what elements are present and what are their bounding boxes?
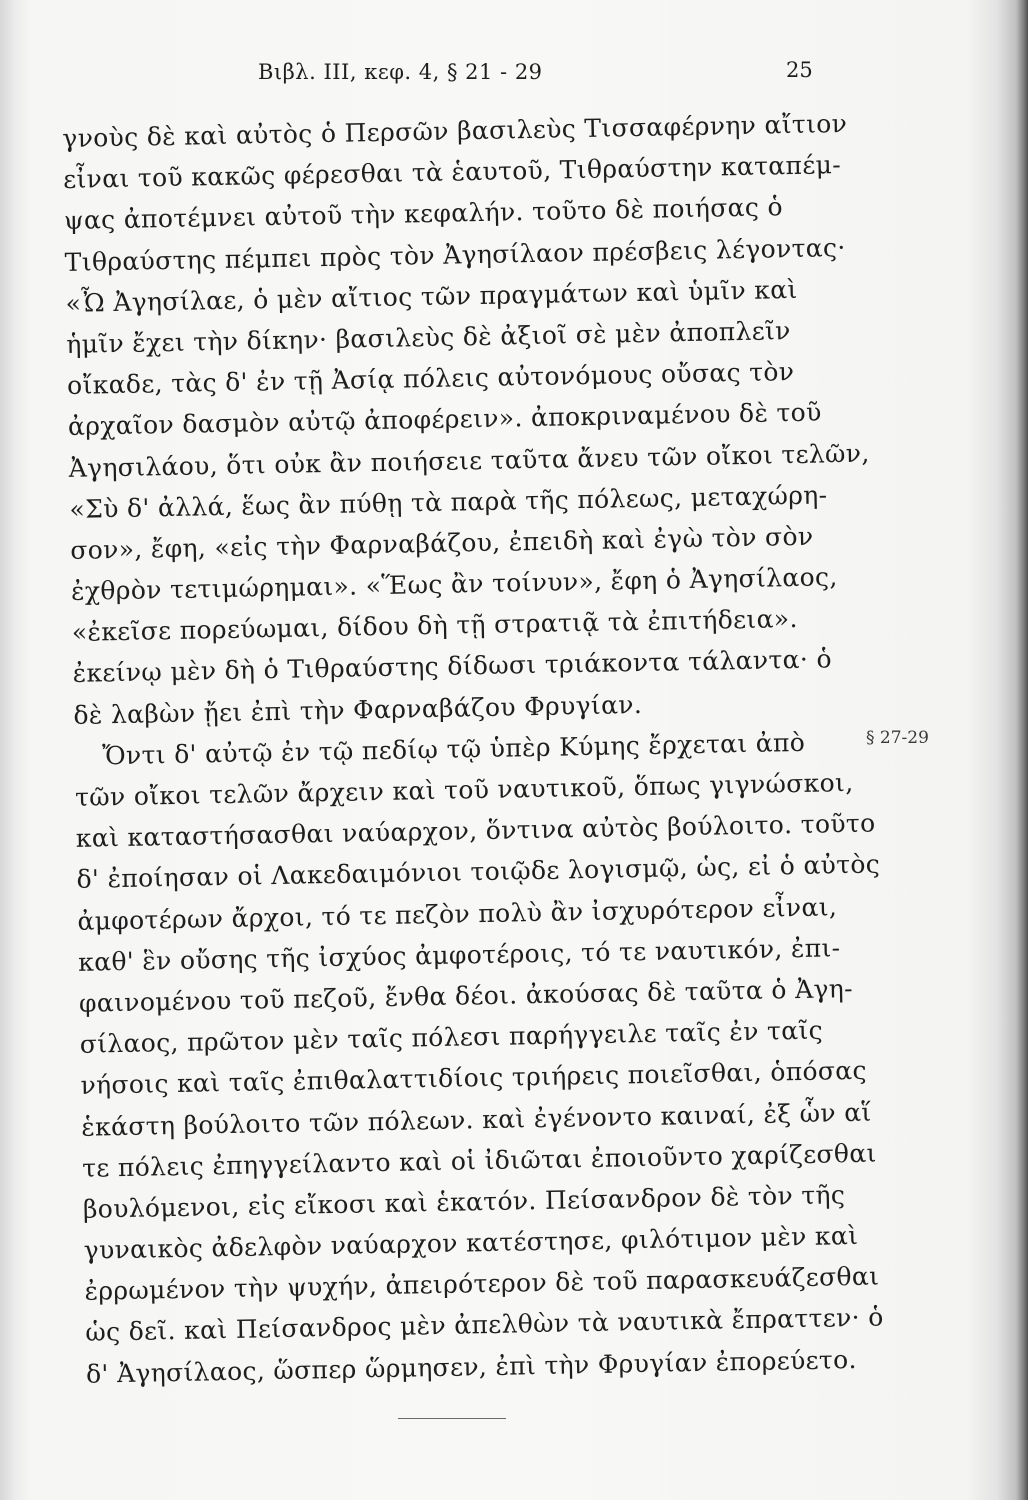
text-line: δὲ λαβὼν ᾔει ἐπὶ τὴν Φαρναβάζου Φρυγίαν. bbox=[73, 689, 643, 730]
text-line: Ὄντι δ' αὐτῷ ἐν τῷ πεδίῳ τῷ ὑπὲρ Κύμης ἔρχεται ἀπὸ bbox=[101, 727, 806, 771]
margin-section-reference: § 27-29 bbox=[866, 728, 929, 748]
text-line: καὶ καταστήσασθαι ναύαρχον, ὅντινα αὐτὸς βούλοιτο. τοῦτο bbox=[75, 808, 876, 854]
text-line: ἐκείνῳ μὲν δὴ ὁ Τιθραύστης δίδωσι τριάκοντα τάλαντα· ὁ bbox=[72, 644, 833, 689]
text-line: τε πόλεις ἐπηγγείλαντο καὶ οἱ ἰδιῶται ἐποιοῦντο χαρίζεσθαι bbox=[81, 1138, 877, 1183]
body-text bbox=[62, 103, 886, 1395]
text-line: ἀμφοτέρων ἄρχοι, τό τε πεζὸν πολὺ ἂν ἰσχυρότερον εἶναι, bbox=[77, 891, 838, 936]
page-edge-shadow bbox=[1016, 0, 1028, 1500]
text-line: σίλαος, πρῶτον μὲν ταῖς πόλεσι παρήγγειλε ταῖς ἐν ταῖς bbox=[79, 1015, 824, 1059]
text-line: νήσοις καὶ ταῖς ἐπιθαλαττιδίοις τριήρεις ποιεῖσθαι, ὁπόσας bbox=[80, 1056, 868, 1101]
text-line: σον», ἔφη, «εἰς τὴν Φαρναβάζου, ἐπειδὴ καὶ ἐγὼ τὸν σὸν bbox=[70, 521, 814, 565]
text-line: φαινομένου τοῦ πεζοῦ, ἔνθα δέοι. ἀκούσας δὲ ταῦτα ὁ Ἀγη- bbox=[78, 973, 854, 1018]
header-reference: Βιβλ. III, κεφ. 4, § 21 - 29 bbox=[258, 60, 543, 84]
text-line: Ἀγησιλάου, ὅτι οὐκ ἂν ποιήσειε ταῦτα ἄνευ τῶν οἴκοι τελῶν, bbox=[68, 438, 870, 483]
text-line: οἴκαδε, τὰς δ' ἐν τῇ Ἀσίᾳ πόλεις αὐτονόμους οὔσας τὸν bbox=[66, 357, 795, 401]
text-line: γυναικὸς ἀδελφὸν ναύαρχον κατέστησε, φιλότιμον μὲν καὶ bbox=[83, 1220, 859, 1265]
text-line: ἐρρωμένον τὴν ψυχήν, ἀπειρότερον δὲ τοῦ παρασκευάζεσθαι bbox=[84, 1261, 880, 1307]
text-line: γνοὺς δὲ καὶ αὐτὸς ὁ Περσῶν βασιλεὺς Τισσαφέρνην αἴτιον bbox=[62, 108, 848, 153]
text-line: ἀρχαῖον δασμὸν αὐτῷ ἀποφέρειν». ἀποκριναμένου δὲ τοῦ bbox=[67, 397, 822, 442]
text-line: καθ' ἓν οὔσης τῆς ἰσχύος ἀμφοτέροις, τό τε ναυτικόν, ἐπι- bbox=[77, 932, 841, 977]
text-line: ψας ἀποτέμνει αὐτοῦ τὴν κεφαλήν. τοῦτο δὲ ποιήσας ὁ bbox=[63, 192, 784, 236]
text-line: «Σὺ δ' ἀλλά, ἕως ἂν πύθῃ τὰ παρὰ τῆς πόλεως, μεταχώρη- bbox=[69, 480, 828, 524]
text-line: «ἐκεῖσε πορεύωμαι, δίδου δὴ τῇ στρατιᾷ τὰ ἐπιτήδεια». bbox=[71, 604, 798, 648]
footer-rule bbox=[398, 1418, 506, 1419]
text-line: ἡμῖν ἔχει τὴν δίκην· βασιλεὺς δὲ ἀξιοῖ σὲ μὲν ἀποπλεῖν bbox=[66, 315, 791, 359]
running-header bbox=[0, 58, 1028, 98]
text-line: ὡς δεῖ. καὶ Πείσανδρος μὲν ἀπελθὼν τὰ ναυτικὰ ἔπραττεν· ὁ bbox=[85, 1302, 884, 1348]
text-line: δ' ἐποίησαν οἱ Λακεδαιμόνιοι τοιῷδε λογισμῷ, ὡς, εἰ ὁ αὐτὸς bbox=[76, 849, 881, 895]
page-number: 25 bbox=[786, 58, 813, 82]
text-line: ἑκάστη βούλοιτο τῶν πόλεων. καὶ ἐγένοντο καιναί, ἐξ ὧν αἵ bbox=[81, 1097, 872, 1142]
text-line: εἶναι τοῦ κακῶς φέρεσθαι τὰ ἑαυτοῦ, Τιθραύστην καταπέμ- bbox=[62, 150, 842, 195]
text-line: Τιθραύστης πέμπει πρὸς τὸν Ἀγησίλαον πρέσβεις λέγοντας· bbox=[64, 232, 846, 277]
text-line: ἐχθρὸν τετιμώρημαι». «Ἕως ἂν τοίνυν», ἔφη ὁ Ἀγησίλαος, bbox=[70, 562, 838, 606]
text-line: βουλόμενοι, εἰς εἴκοσι καὶ ἑκατόν. Πείσανδρον δὲ τὸν τῆς bbox=[82, 1180, 846, 1224]
text-line: δ' Ἀγησίλαος, ὥσπερ ὥρμησεν, ἐπὶ τὴν Φρυγίαν ἐπορεύετο. bbox=[85, 1344, 858, 1389]
text-line: τῶν οἴκοι τελῶν ἄρχειν καὶ τοῦ ναυτικοῦ, ὅπως γιγνώσκοι, bbox=[74, 767, 854, 812]
text-line: «Ὦ Ἀγησίλαε, ὁ μὲν αἴτιος τῶν πραγμάτων καὶ ὑμῖν καὶ bbox=[65, 274, 798, 318]
